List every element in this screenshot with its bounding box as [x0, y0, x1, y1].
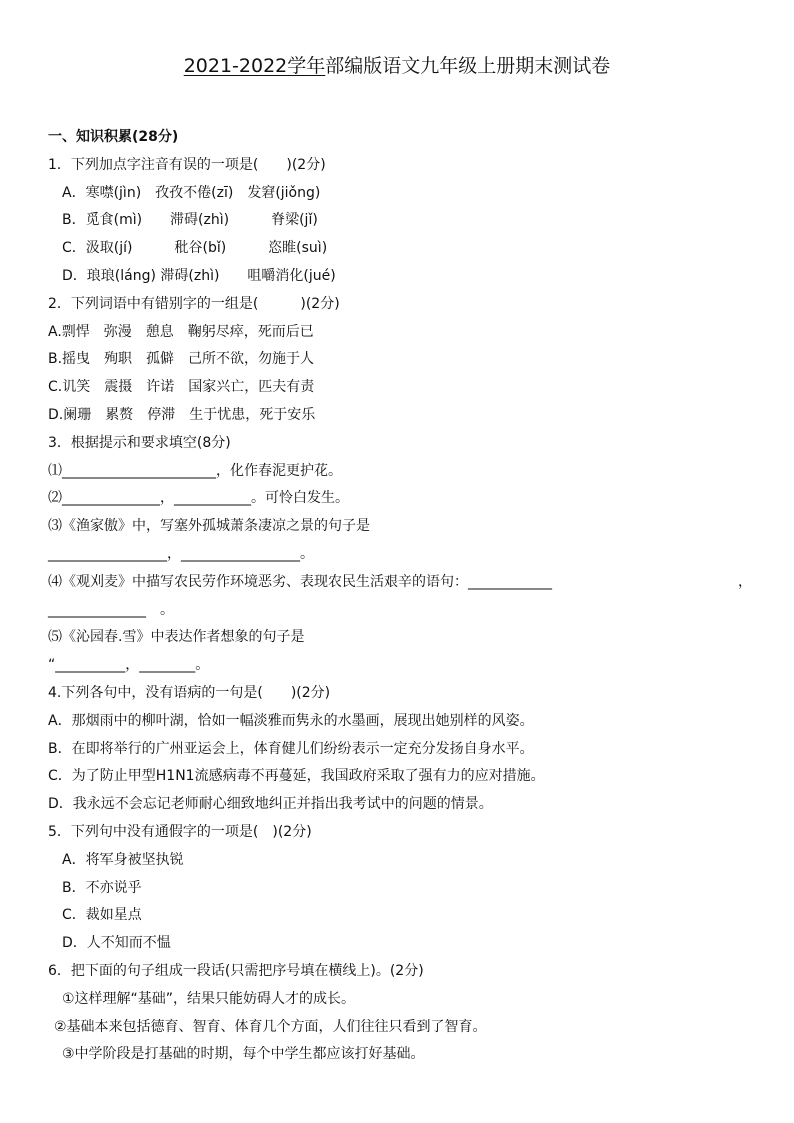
text-line: 6．把下面的句子组成一段话(只需把序号填在横线上)。(2分)	[48, 962, 424, 979]
exam-name: 部编版语文九年级上册期末测试卷	[325, 55, 611, 77]
text-line: D．我永远不会忘记老师耐心细致地纠正并指出我考试中的问题的情景。	[48, 796, 493, 813]
text-line: B．不亦说乎	[62, 879, 142, 896]
text-line: C．为了防止甲型H1N1流感病毒不再蔓延，我国政府采取了强有力的应对措施。	[48, 768, 545, 785]
text-line: B．觅食(mì) 滞碍(zhì) 脊梁(jǐ)	[62, 212, 318, 229]
text-line: D．人不知而不愠	[62, 935, 171, 952]
text-line-part: ，	[738, 573, 752, 590]
text-line: ②基础本来包括德育、智育、体育几个方面，人们往往只看到了智育。	[54, 1018, 487, 1035]
text-line: ①这样理解“基础”，结果只能妨碍人才的成长。	[62, 990, 356, 1007]
text-line: ⑶《渔家傲》中，写塞外孤城萧条凄凉之景的句子是	[48, 518, 370, 535]
text-line: ③中学阶段是打基础的时期，每个中学生都应该打好基础。	[62, 1046, 425, 1063]
text-line: “__________，________。	[48, 657, 210, 674]
text-line: D．琅琅(láng) 滞碍(zhì) 咀嚼消化(jué)	[62, 267, 336, 284]
text-line: C．汲取(jí) 秕谷(bǐ) 恣睢(suì)	[62, 240, 328, 257]
text-line: ⑴______________________，化作春泥更护花。	[48, 462, 342, 479]
text-line: C.讥笑 震摄 许诺 国家兴亡，匹夫有责	[48, 379, 315, 396]
text-line: C．裁如星点	[62, 907, 142, 924]
exam-body	[48, 124, 752, 1069]
text-line: 4.下列各句中，没有语病的一句是( )(2分)	[48, 684, 331, 701]
text-line-part: ⑷《观刈麦》中描写农民劳作环境恶劣、表现农民生活艰辛的语句：____________	[48, 573, 552, 590]
text-line: 5．下列句中没有通假字的一项是( )(2分)	[48, 823, 312, 840]
exam-years: 2021-2022学年	[183, 55, 326, 77]
text-line: D.阑珊 累赘 停滞 生于忧患，死于安乐	[48, 406, 316, 423]
text-line: ⑸《沁园春.雪》中表达作者想象的句子是	[48, 629, 305, 646]
text-line: _________________，_________________。	[48, 545, 314, 562]
text-line: A．那烟雨中的柳叶湖，恰如一幅淡雅而隽永的水墨画，展现出她别样的风姿。	[48, 712, 534, 729]
text-line: 2．下列词语中有错别字的一组是( )(2分)	[48, 295, 340, 312]
text-line: 3．根据提示和要求填空(8分)	[48, 434, 231, 451]
text-line: 1．下列加点字注音有误的一项是( )(2分)	[48, 156, 326, 173]
text-line: B.摇曳 殉职 孤僻 己所不欲，勿施于人	[48, 351, 315, 368]
text-line: A.剽悍 弥漫 憩息 鞠躬尽瘁，死而后已	[48, 323, 314, 340]
text-line: B．在即将举行的广州亚运会上，体育健儿们纷纷表示一定充分发扬自身水平。	[48, 740, 534, 757]
text-line: A．将军身被坚执锐	[62, 851, 184, 868]
text-line: ______________ 。	[48, 601, 174, 618]
text-line: ⑵______________，___________。可怜白发生。	[48, 490, 349, 507]
text-line	[48, 569, 752, 597]
section-heading: 一、知识积累(28分)	[48, 129, 179, 145]
text-line: A．寒噤(jìn) 孜孜不倦(zī) 发窘(jiǒng)	[62, 184, 321, 201]
exam-title	[0, 52, 794, 80]
